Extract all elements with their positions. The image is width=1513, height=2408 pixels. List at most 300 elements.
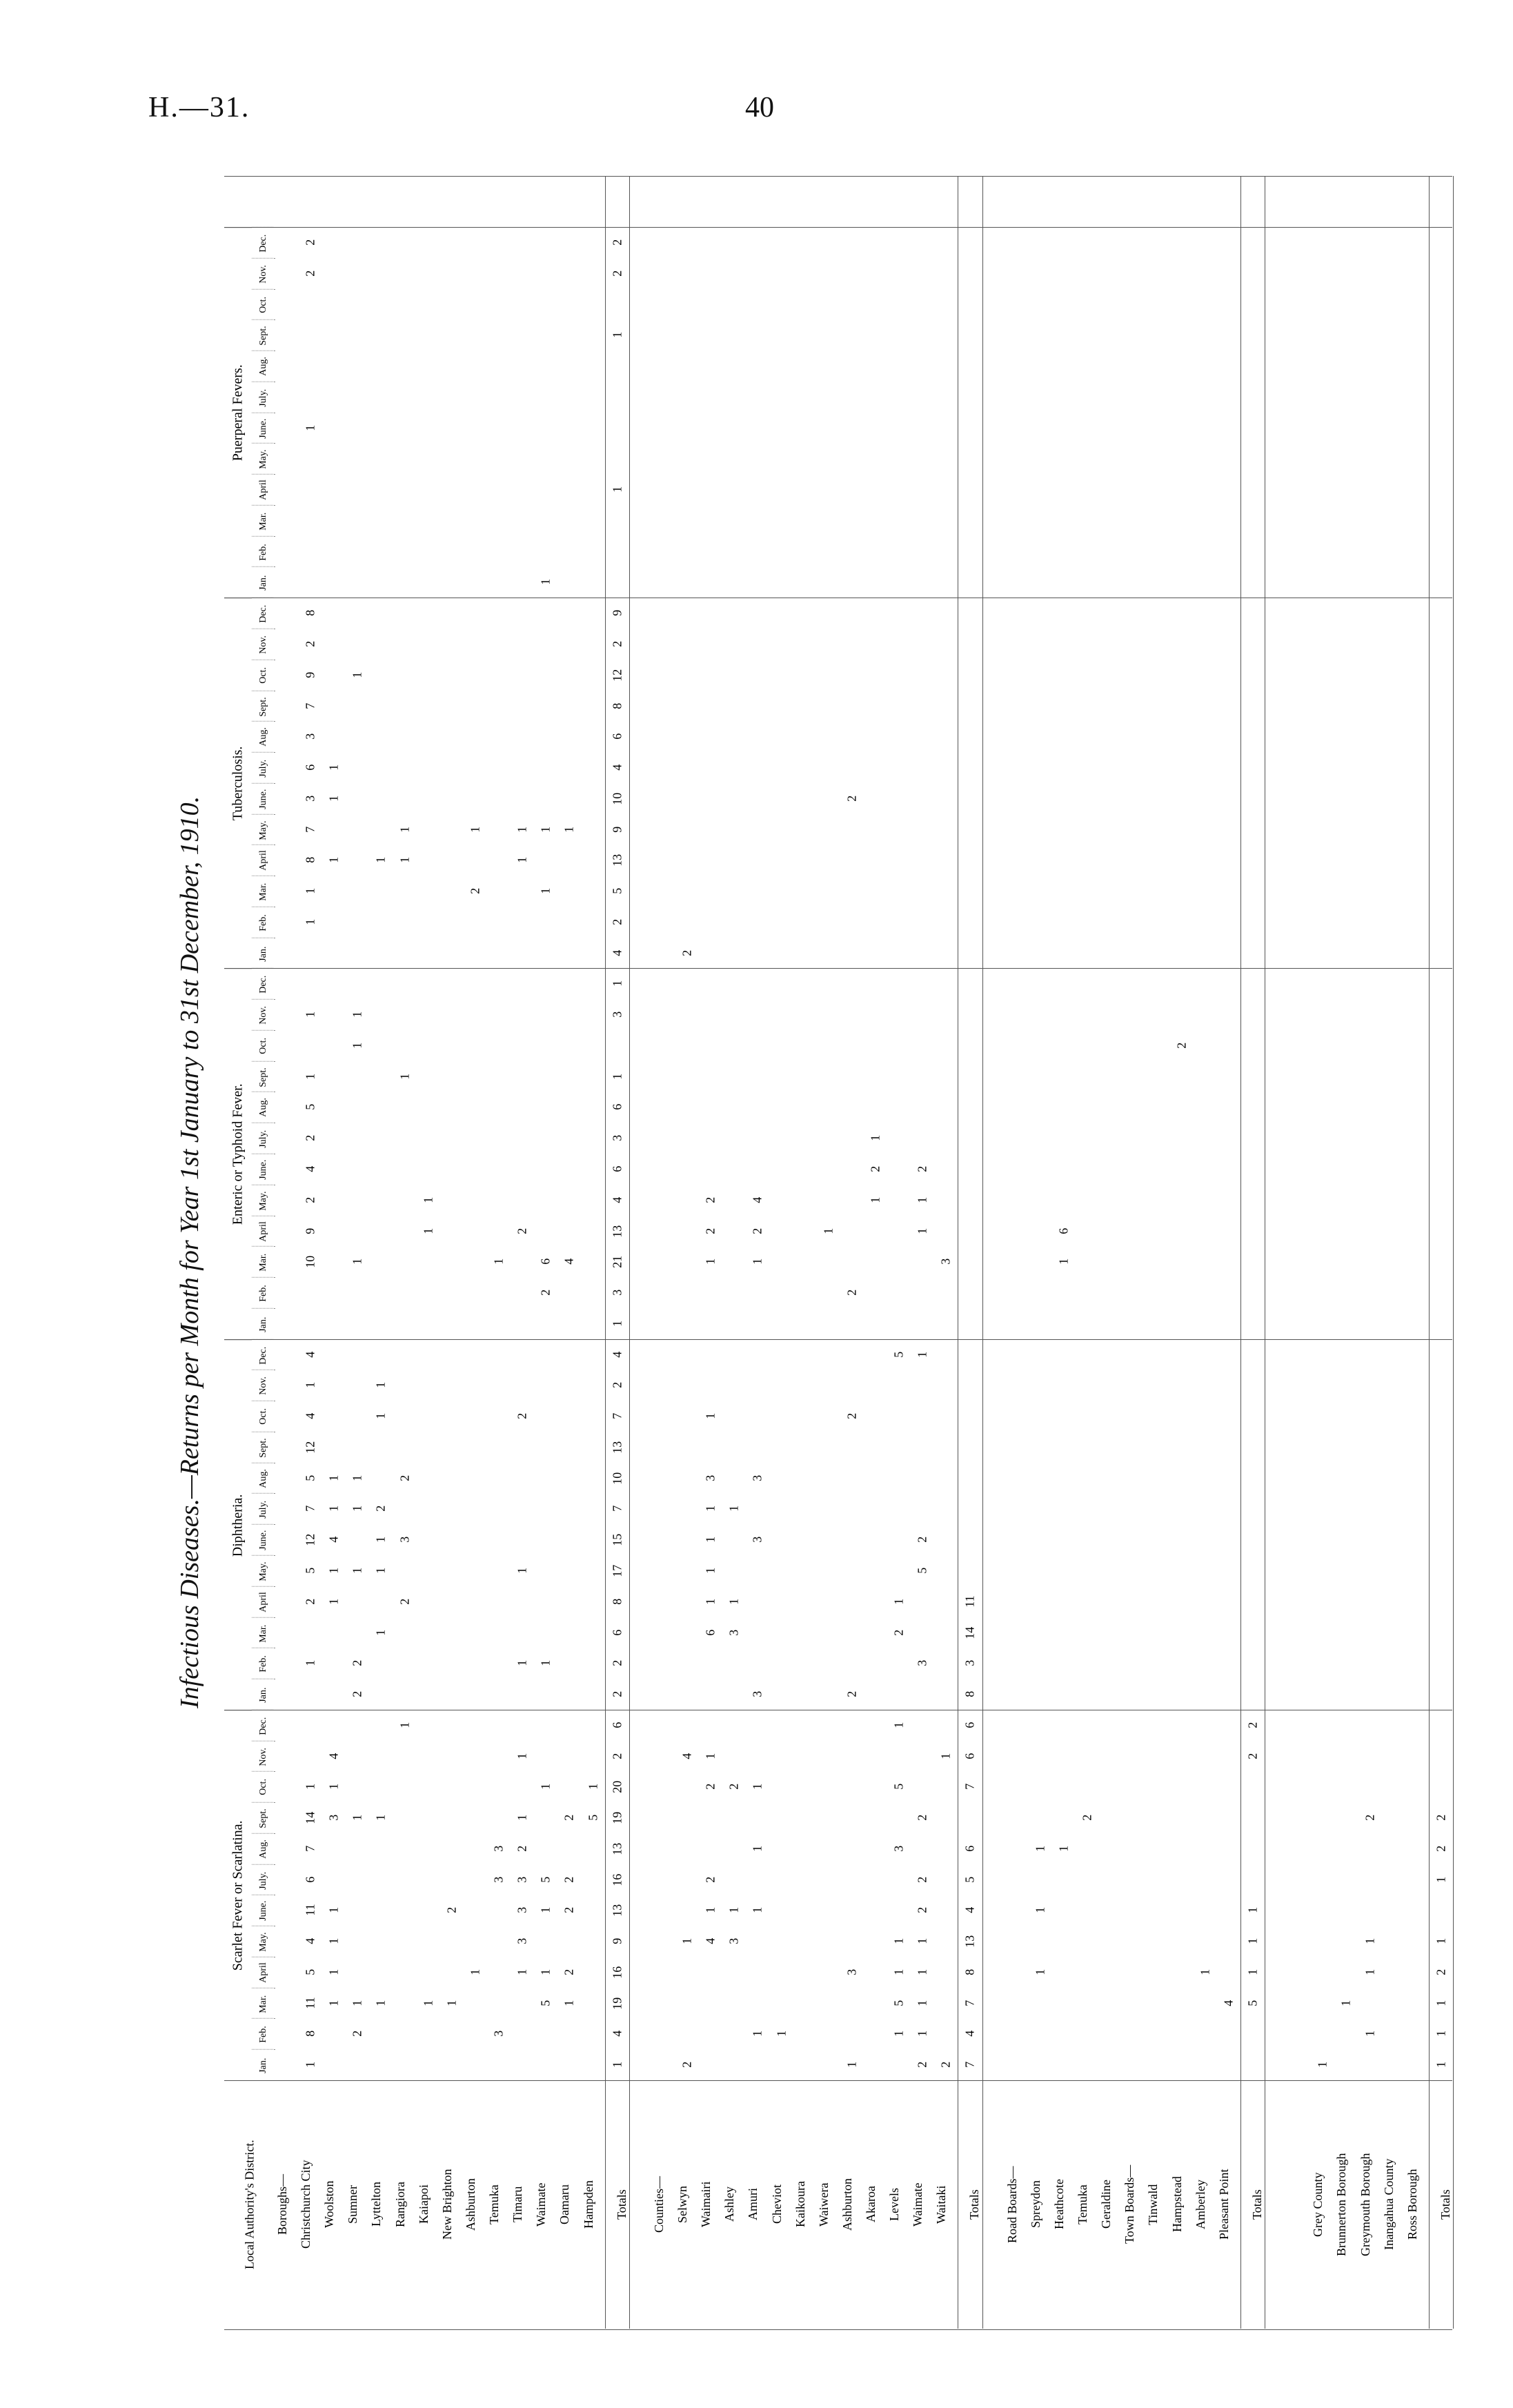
data-cell [1146, 660, 1169, 691]
data-cell [864, 443, 887, 474]
data-cell: 6 [963, 1845, 978, 1852]
data-cell [817, 907, 840, 938]
data-cell: 10 [610, 1472, 624, 1485]
data-cell [1241, 1308, 1265, 1339]
table-row [299, 176, 322, 2329]
data-cell [934, 1370, 958, 1401]
data-cell [322, 1246, 346, 1277]
data-cell [417, 752, 440, 783]
data-cell [346, 968, 369, 999]
data-cell: 6 [963, 1721, 978, 1728]
data-cell: 1 [326, 857, 341, 864]
data-cell: 3 [515, 1907, 529, 1914]
data-cell [440, 1926, 464, 1957]
data-cell [440, 783, 464, 814]
data-cell [1430, 1524, 1453, 1555]
data-cell [299, 938, 322, 969]
data-cell [1217, 1030, 1240, 1061]
data-cell [1334, 1771, 1358, 1802]
data-cell [1334, 258, 1358, 289]
data-cell: 1 [1363, 1938, 1377, 1945]
data-cell [1146, 289, 1169, 320]
data-cell [1382, 691, 1405, 722]
data-cell [487, 1710, 511, 1741]
data-cell [1076, 1864, 1099, 1895]
month-header: June. [252, 1154, 275, 1185]
data-cell [770, 1617, 793, 1648]
data-cell [369, 1895, 393, 1926]
data-cell [534, 1463, 557, 1494]
data-cell [1430, 1493, 1453, 1524]
data-cell [675, 629, 699, 660]
month-header: Mar. [252, 1988, 275, 2020]
data-cell: 2 [562, 1968, 576, 1975]
data-cell [887, 1370, 911, 1401]
data-cell: 6 [610, 733, 624, 740]
data-cell [1029, 319, 1052, 351]
data-cell [393, 505, 417, 536]
data-cell [864, 1957, 887, 1988]
data-cell: 19 [610, 1997, 624, 2010]
data-cell [1076, 938, 1099, 969]
data-cell: 13 [610, 853, 624, 867]
data-cell [534, 1401, 557, 1432]
data-cell: 5 [963, 1876, 978, 1883]
data-cell [511, 1061, 534, 1092]
data-cell [722, 289, 746, 320]
data-cell [1334, 629, 1358, 660]
data-cell [440, 382, 464, 413]
data-cell [911, 1277, 934, 1308]
data-cell [1430, 1463, 1453, 1494]
data-cell: 2 [680, 2062, 694, 2069]
data-cell [1076, 2018, 1099, 2049]
data-cell [1194, 1308, 1217, 1339]
data-cell [299, 1308, 322, 1339]
data-cell [699, 629, 722, 660]
disease-separator [224, 2080, 1452, 2081]
data-cell: 2 [726, 1784, 741, 1790]
data-cell [606, 1030, 629, 1061]
table-row [322, 176, 346, 2329]
data-cell: 1 [515, 1660, 529, 1667]
data-cell [582, 1741, 605, 1772]
data-cell [1052, 351, 1076, 382]
data-cell [1311, 1154, 1334, 1185]
data-cell [770, 721, 793, 752]
data-cell [1311, 1061, 1334, 1092]
data-cell [1334, 351, 1358, 382]
data-cell [770, 1555, 793, 1586]
data-cell [840, 1555, 864, 1586]
data-cell [887, 258, 911, 289]
data-cell [958, 999, 982, 1030]
data-cell [1405, 351, 1429, 382]
data-cell [1358, 413, 1382, 444]
data-cell [1217, 258, 1240, 289]
data-cell [1241, 566, 1265, 598]
data-cell [464, 783, 487, 814]
data-cell: 1 [326, 764, 341, 771]
table-row [1076, 176, 1099, 2329]
month-header: Aug. [252, 351, 275, 382]
data-cell [746, 691, 769, 722]
data-cell [299, 1710, 322, 1741]
data-cell [511, 1246, 534, 1277]
data-cell: 2 [1245, 1753, 1260, 1759]
data-cell [1052, 629, 1076, 660]
data-cell [1076, 319, 1099, 351]
data-cell: 2 [1434, 1845, 1448, 1852]
data-cell [770, 1710, 793, 1741]
data-cell [864, 752, 887, 783]
data-cell [417, 1030, 440, 1061]
data-cell [1334, 566, 1358, 598]
data-cell: 1 [374, 2000, 388, 2006]
data-cell [1029, 505, 1052, 536]
data-cell [557, 1710, 581, 1741]
data-cell: 2 [703, 1784, 718, 1790]
data-cell [440, 1617, 464, 1648]
data-cell [675, 1061, 699, 1092]
data-cell [1170, 876, 1194, 907]
data-cell [887, 289, 911, 320]
data-cell [911, 1370, 934, 1401]
data-cell [1029, 1648, 1052, 1679]
data-cell: 4 [303, 1413, 317, 1420]
data-cell [1405, 814, 1429, 845]
data-cell [1146, 1741, 1169, 1772]
month-header: July. [252, 1493, 275, 1525]
data-cell [417, 1524, 440, 1555]
data-cell: 3 [750, 1690, 764, 1697]
data-cell [1029, 1864, 1052, 1895]
data-cell [675, 845, 699, 876]
data-cell [934, 598, 958, 629]
data-cell [582, 566, 605, 598]
data-cell [1099, 566, 1123, 598]
data-cell [793, 1710, 817, 1741]
data-cell [1334, 1308, 1358, 1339]
data-cell [1430, 319, 1453, 351]
data-cell [322, 1339, 346, 1370]
data-cell [511, 660, 534, 691]
data-cell: 1 [610, 2062, 624, 2069]
data-cell: 3 [703, 1474, 718, 1481]
data-cell: 5 [1245, 2000, 1260, 2006]
data-cell [1217, 382, 1240, 413]
data-cell [864, 413, 887, 444]
data-cell [1311, 413, 1334, 444]
data-cell: 3 [491, 1845, 506, 1852]
data-cell [817, 783, 840, 814]
data-cell [1217, 1864, 1240, 1895]
data-cell: 3 [610, 1289, 624, 1296]
data-cell [1029, 1308, 1052, 1339]
data-cell [746, 1741, 769, 1772]
data-cell [1382, 1493, 1405, 1524]
data-cell [746, 968, 769, 999]
data-cell [934, 1771, 958, 1802]
data-cell [511, 968, 534, 999]
data-cell: 1 [397, 1721, 412, 1728]
month-header: Nov. [252, 1370, 275, 1401]
data-cell [770, 814, 793, 845]
data-cell [464, 1030, 487, 1061]
data-cell [322, 907, 346, 938]
data-cell [322, 1710, 346, 1741]
data-cell [864, 1988, 887, 2019]
data-cell [511, 1679, 534, 1710]
data-cell [1217, 814, 1240, 845]
data-cell [1430, 566, 1453, 598]
data-cell [840, 1308, 864, 1339]
data-cell [511, 1030, 534, 1061]
data-cell: 1 [1056, 1845, 1071, 1852]
data-cell [417, 1061, 440, 1092]
data-cell [1052, 845, 1076, 876]
data-cell [1334, 443, 1358, 474]
data-cell [1194, 1216, 1217, 1247]
data-cell [840, 752, 864, 783]
data-cell: 1 [350, 671, 364, 678]
data-cell: 2 [515, 1227, 529, 1234]
data-cell [934, 1833, 958, 1864]
data-cell [840, 382, 864, 413]
data-cell [770, 876, 793, 907]
data-cell [864, 1432, 887, 1463]
spacer-row [1264, 176, 1287, 2329]
data-cell [1170, 258, 1194, 289]
data-cell: 2 [868, 1165, 882, 1172]
data-cell [840, 1802, 864, 1833]
data-cell: 1 [915, 1351, 929, 1358]
data-cell [1194, 1277, 1217, 1308]
data-cell [440, 319, 464, 351]
data-cell [722, 258, 746, 289]
data-cell [487, 845, 511, 876]
data-cell [1146, 1864, 1169, 1895]
month-header: Dec. [252, 227, 275, 259]
data-cell [1382, 1833, 1405, 1864]
data-cell [1099, 1926, 1123, 1957]
data-cell [722, 1524, 746, 1555]
data-cell [1334, 1802, 1358, 1833]
data-cell [557, 1926, 581, 1957]
data-cell [864, 907, 887, 938]
data-cell [1194, 443, 1217, 474]
data-cell [464, 1246, 487, 1277]
data-cell [1405, 566, 1429, 598]
data-cell [557, 382, 581, 413]
data-cell [840, 258, 864, 289]
data-cell [440, 1401, 464, 1432]
data-cell [534, 413, 557, 444]
data-cell [864, 1308, 887, 1339]
data-cell [722, 814, 746, 845]
data-cell [1146, 1463, 1169, 1494]
data-cell [440, 752, 464, 783]
authority-name: Waimairi [699, 2181, 713, 2228]
data-cell [1076, 413, 1099, 444]
data-cell [557, 1370, 581, 1401]
data-cell [487, 1771, 511, 1802]
data-cell [1099, 1463, 1123, 1494]
data-cell [417, 1864, 440, 1895]
data-cell [934, 443, 958, 474]
data-cell [393, 1030, 417, 1061]
data-cell [1076, 1308, 1099, 1339]
data-cell [369, 598, 393, 629]
data-cell [793, 1771, 817, 1802]
table-row [487, 176, 511, 2329]
data-cell: 2 [750, 1227, 764, 1234]
data-cell [393, 1185, 417, 1216]
data-cell [770, 1679, 793, 1710]
data-cell: 2 [397, 1474, 412, 1481]
table-row [369, 176, 393, 2329]
data-cell [557, 1308, 581, 1339]
data-cell: 1 [1056, 1259, 1071, 1265]
data-cell: 1 [1245, 1938, 1260, 1945]
data-cell [1099, 1061, 1123, 1092]
data-cell [1405, 1555, 1429, 1586]
data-cell [793, 752, 817, 783]
data-cell [1052, 505, 1076, 536]
data-cell [1382, 1246, 1405, 1277]
table-row [464, 176, 487, 2329]
data-cell [1029, 289, 1052, 320]
data-cell [1241, 1493, 1265, 1524]
data-cell [440, 566, 464, 598]
data-cell [817, 1432, 840, 1463]
data-cell [487, 629, 511, 660]
data-cell [675, 752, 699, 783]
data-cell [722, 1833, 746, 1864]
data-cell [606, 443, 629, 474]
totals-row [1429, 176, 1454, 2329]
data-cell [487, 1926, 511, 1957]
data-cell [793, 319, 817, 351]
data-cell [1076, 536, 1099, 567]
data-cell [299, 443, 322, 474]
data-cell [1430, 1617, 1453, 1648]
authority-name: Temuka [487, 2184, 502, 2224]
data-cell [534, 1710, 557, 1741]
data-cell [346, 814, 369, 845]
data-cell [840, 1092, 864, 1123]
table-row [534, 176, 557, 2329]
data-cell [1334, 1030, 1358, 1061]
data-cell [1194, 1926, 1217, 1957]
data-cell [1052, 1123, 1076, 1154]
data-cell [557, 1524, 581, 1555]
data-cell: 9 [610, 826, 624, 833]
data-cell: 1 [703, 1537, 718, 1543]
data-cell [817, 1401, 840, 1432]
data-cell [1311, 721, 1334, 752]
data-cell [770, 258, 793, 289]
data-cell [675, 1401, 699, 1432]
month-header: Aug. [252, 1833, 275, 1865]
data-cell [817, 566, 840, 598]
data-cell [322, 505, 346, 536]
data-cell [322, 319, 346, 351]
data-cell [793, 1802, 817, 1833]
data-cell [958, 1401, 982, 1432]
data-cell [1311, 1216, 1334, 1247]
data-cell [746, 1864, 769, 1895]
data-cell [1076, 1617, 1099, 1648]
data-cell [511, 938, 534, 969]
data-cell [770, 907, 793, 938]
data-cell [793, 474, 817, 505]
data-cell [864, 1339, 887, 1370]
data-cell [746, 1277, 769, 1308]
data-cell [417, 2018, 440, 2049]
data-cell [582, 1524, 605, 1555]
data-cell [1382, 876, 1405, 907]
data-cell [1076, 1957, 1099, 1988]
data-cell [1217, 999, 1240, 1030]
data-cell [793, 1864, 817, 1895]
data-cell [582, 1493, 605, 1524]
data-cell [722, 1185, 746, 1216]
data-cell [817, 1617, 840, 1648]
data-cell [817, 1802, 840, 1833]
data-cell [346, 1741, 369, 1772]
data-cell: 5 [303, 1968, 317, 1975]
data-cell [1099, 1308, 1123, 1339]
data-cell [440, 1771, 464, 1802]
data-cell [1334, 1493, 1358, 1524]
data-cell [369, 691, 393, 722]
data-cell [1029, 536, 1052, 567]
data-cell [1146, 1493, 1169, 1524]
data-cell [1217, 319, 1240, 351]
data-cell [911, 721, 934, 752]
data-cell [346, 1710, 369, 1741]
data-cell [346, 1061, 369, 1092]
page-header [148, 91, 1445, 139]
data-cell [534, 968, 557, 999]
data-cell [958, 1524, 982, 1555]
data-cell [793, 1154, 817, 1185]
data-cell [511, 258, 534, 289]
data-cell [1146, 845, 1169, 876]
data-cell [487, 227, 511, 258]
data-cell [1382, 1030, 1405, 1061]
disease-header: Enteric or Typhoid Fever. [224, 968, 252, 1339]
month-header: April [252, 845, 275, 876]
data-cell [1099, 227, 1123, 258]
data-cell [1076, 1988, 1099, 2019]
data-cell [393, 1493, 417, 1524]
data-cell [1029, 351, 1052, 382]
data-cell [1076, 1123, 1099, 1154]
data-cell [487, 1123, 511, 1154]
data-cell [793, 1339, 817, 1370]
data-cell [299, 382, 322, 413]
data-cell [934, 845, 958, 876]
data-cell [1217, 474, 1240, 505]
data-cell: 6 [610, 1104, 624, 1111]
data-cell [1052, 752, 1076, 783]
data-cell [934, 691, 958, 722]
data-cell [1029, 876, 1052, 907]
data-cell [1170, 1524, 1194, 1555]
data-cell: 2 [610, 1690, 624, 1697]
